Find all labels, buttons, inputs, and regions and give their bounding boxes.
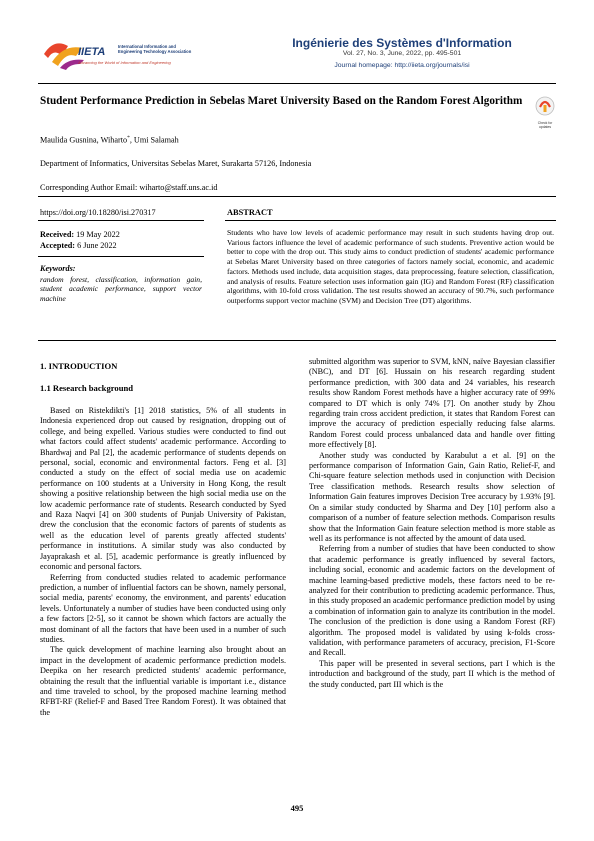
- dates-rule: [38, 256, 204, 257]
- org-line-2: Engineering Technology Association: [118, 49, 192, 54]
- left-column: [40, 406, 286, 718]
- authors: [40, 135, 179, 145]
- org-tagline: Advancing the World of Information and Engineering: [78, 60, 171, 65]
- logo-text: IIETA: [78, 46, 106, 58]
- paragraph: Referring from conducted studies related to academic performance prediction, a number of influential factors can be shown, namely personal, social media, parents' economy, the environment, and parents' education levels. Unfortunately a number of studies have been conducted using only a few factors [2-5], so it cannot be shown which factors are actually the most dominant of all the factors that have been used in a number of such studies.: [40, 572, 286, 644]
- title-rule: [38, 196, 556, 197]
- article-dates: [40, 229, 120, 251]
- badge-line-2: updates: [538, 125, 552, 129]
- check-for-updates-badge[interactable]: [534, 96, 556, 129]
- page-number: 495: [290, 803, 304, 813]
- doi-rule: [38, 220, 204, 221]
- journal-title: Ingénierie des Systèmes d'Information: [292, 36, 512, 50]
- badge-text: [534, 121, 556, 129]
- journal-homepage-link[interactable]: Journal homepage: http://iieta.org/journals/isi: [334, 62, 470, 69]
- subsection-heading: 1.1 Research background: [40, 383, 134, 393]
- abstract-rule: [225, 220, 556, 221]
- org-name: [118, 44, 191, 54]
- author-names-rest: , Umi Salamah: [129, 135, 179, 145]
- keywords-label: Keywords:: [40, 264, 76, 273]
- abstract-heading: ABSTRACT: [227, 208, 273, 217]
- accepted-label: Accepted:: [40, 241, 76, 250]
- right-column: [309, 357, 555, 690]
- badge-line-1: Check for: [537, 121, 553, 125]
- paragraph: Another study was conducted by Karabulut a et al. [9] on the performance comparison of Information Gain, Gain Ratio, Relief-F, and Chi-square feature selection methods used in conjunction with Decision Tree classification methods. Research results show selection of Information Gain features improves Decision Tree accuracy by 1.93% [9]. On a similar study conducted by Sharma and Dey [10] perform also a comparison of a number of feature selection methods. Comparison results show that the Information Gain feature selection method is more stable as well as its performance is not affected by the amount of data used.: [309, 450, 555, 543]
- section-heading: 1. INTRODUCTION: [40, 361, 118, 371]
- keywords: random forest, classification, information gain, student academic performance, support vector machine: [40, 275, 202, 303]
- doi-link[interactable]: https://doi.org/10.18280/isi.270317: [40, 208, 156, 217]
- corresponding-author: Corresponding Author Email: wiharto@staff.uns.ac.id: [40, 183, 218, 192]
- affiliation: Department of Informatics, Universitas Sebelas Maret, Surakarta 57126, Indonesia: [40, 159, 312, 168]
- paper-title: Student Performance Prediction in Sebelas Maret University Based on the Random Forest Algorithm: [40, 95, 523, 107]
- received-label: Received:: [40, 230, 75, 239]
- update-icon: [534, 96, 556, 116]
- accepted-line: [40, 240, 120, 251]
- paragraph: The quick development of machine learning also brought about an impact in the development of academic performance prediction models. Deepika on her research predicted students' academic performance, obtaining the result that the influential variable is important i.e., distance and time traveled to school, by the proposed machine learning method RFBT-RF (Relief-F and Based Tree Random Forest). It was obtained that the: [40, 645, 286, 717]
- org-line-1: International Information and: [118, 44, 176, 49]
- received-date: 19 May 2022: [74, 230, 120, 239]
- author-names: Maulida Gusnina, Wiharto: [40, 135, 128, 145]
- paragraph: This paper will be presented in several sections, part I which is the introduction and background of the study, part II which is the method of the study conducted, part III which is the: [309, 658, 555, 689]
- corresponding-author-mark: *: [127, 135, 130, 141]
- received-line: [40, 229, 120, 240]
- paragraph: Based on Ristekdikti's [1] 2018 statistics, 5% of all students in Indonesia experienced drop out caused by resignation, dropping out of college, and being expelled. Various studies were conducted to find out what factors could affect students' academic performance. According to Bhardwaj and Pal [2], the academic performance of students depends on personal, social, economic and environmental factors. Feng et al. [3] conducted a study on the effect of social media use on academic performance on 100 students at a University in Hong Kong, the result showing a positive relationship between the high social media use on the low academic performance rate of students. Research conducted by Syed and Raza Naqvi [4] on 300 students of Punjab University of Pakistan, drew the conclusion that the economic factors of parents of students as well as the education level of parents greatly affected students' performance in institutions. A similar study was also conducted by Jayaprakash et al. [5], academic performance is greatly influenced by economic and personal factors.: [40, 406, 286, 572]
- publisher-logo: [38, 30, 238, 76]
- accepted-date: 6 June 2022: [75, 241, 117, 250]
- paragraph: Referring from a number of studies that have been conducted to show that academic performance is greatly influenced by several factors, including social, economic and academic factors on the development of machine learning-based predictive models, these factors need to be re-analyzed for their contribution to predicting academic performance. Thus, in this study proposed an academic performance prediction model by using a combination of information gain to analyze its contribution in the model. The conclusion of the prediction is done using a Random Forest (RF) algorithm. The proposed model is validated by using k-folds cross-validation, with performance parameters of accuracy, precision, F1-Score and Recall.: [309, 544, 556, 658]
- abstract-text: Students who have low levels of academic performance may result in such students having drop out. Various factors influence the level of academic performance of such students. Preventive action would be better to cope with the drop out. This study aims to conduct prediction of students' academic performance at Sebelas Maret University based on three categories of factors namely social, economic, and academic factors. Methods used include, data acquisition stages, data preprocessing, feature selection, classification, and analysis of results. Feature selection uses information gain (IG) and Random Forest (RF) classification algorithms, with 10-fold cross validation. The test results showed an accuracy of 90.7%, such performance outperforms support vector machine (SVM) and Decision Tree (DT) algorithms.: [227, 228, 554, 305]
- paragraph-continued: submitted algorithm was superior to SVM, kNN, naïve Bayesian classifier (NBC), and DT [6]. Hussain on his research regarding student performance prediction, with 300 data and 24 variables, his research results show Random Forest methods have a higher accuracy rate of 99% compared to DT which is only 74% [7]. On another study by Zhou regarding train cross accident prediction, it states that Random Forest can improve the accuracy of prediction especially reducing false alarms. Random Forest could process unbalanced data and handle over fitting more effectively [8].: [309, 357, 555, 450]
- header-rule: [38, 83, 556, 84]
- journal-info: Vol. 27, No. 3, June, 2022, pp. 495-501: [342, 50, 462, 57]
- abstract-bottom-rule: [38, 340, 556, 341]
